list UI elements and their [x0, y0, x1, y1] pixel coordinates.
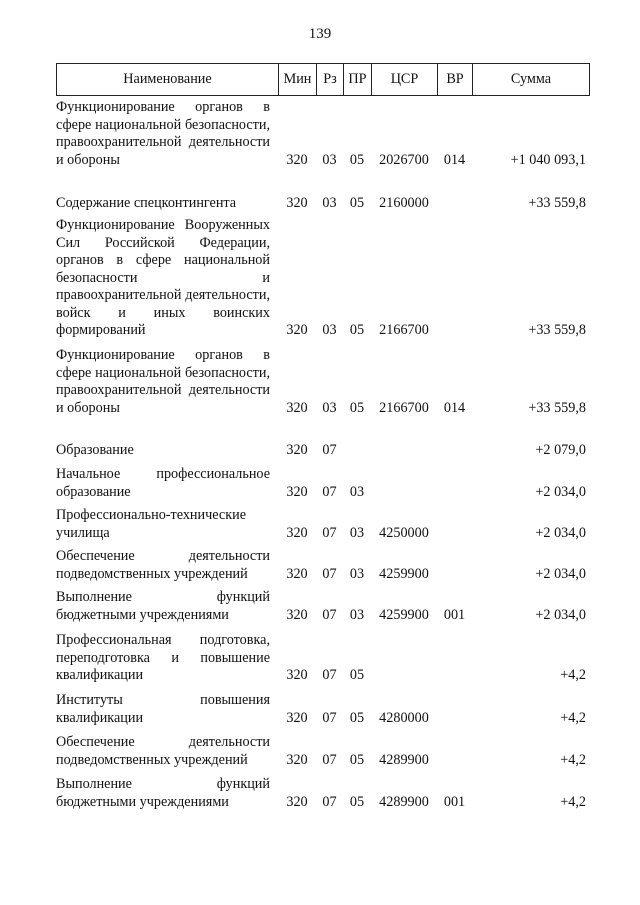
- cell-min: 320: [286, 151, 308, 168]
- cell-min: 320: [286, 793, 308, 810]
- cell-name: Профессиональная подготовка, переподготовка и повышение квалификации: [56, 632, 270, 683]
- cell-min: 320: [286, 709, 308, 726]
- cell-rz: 03: [322, 195, 337, 211]
- table-row: [56, 589, 590, 624]
- cell-name: Выполнение функций бюджетными учреждениями: [56, 776, 270, 810]
- cell-rz: 07: [322, 793, 337, 810]
- table-row: [56, 507, 590, 542]
- cell-sum: +2 034,0: [535, 606, 586, 623]
- cell-pr: 05: [349, 322, 365, 338]
- table-row: [56, 195, 590, 213]
- cell-sum: +4,2: [560, 793, 586, 810]
- table-row: [56, 692, 590, 727]
- cell-sum: +4,2: [560, 667, 586, 683]
- cell-csr: 2026700: [379, 151, 429, 168]
- cell-rz: 07: [322, 442, 337, 458]
- cell-name: Начальное профессиональное образование: [56, 466, 270, 500]
- header-sum: Сумма: [510, 71, 552, 87]
- cell-sum: +33 559,8: [528, 399, 586, 416]
- cell-sum: +2 079,0: [535, 442, 586, 458]
- cell-pr: 03: [349, 565, 365, 582]
- table-row: [56, 466, 590, 501]
- cell-name: Функционирование органов в сфере национальной безопасности, правоохранительной деятельности и обороны: [56, 347, 270, 416]
- cell-pr: 05: [349, 793, 365, 810]
- cell-csr: 4250000: [379, 524, 429, 541]
- cell-name: Обеспечение деятельности подведомственных учреждений: [56, 734, 270, 768]
- cell-pr: 05: [349, 399, 365, 416]
- table-row: [56, 548, 590, 583]
- cell-min: 320: [286, 565, 308, 582]
- cell-min: 320: [286, 442, 308, 458]
- header-rz: Рз: [317, 64, 344, 95]
- cell-pr: 05: [349, 667, 365, 683]
- cell-sum: +4,2: [560, 751, 586, 768]
- header-pr: ПР: [344, 64, 372, 95]
- cell-rz: 07: [322, 565, 337, 582]
- cell-csr: 2166700: [379, 399, 429, 416]
- header-vr: ВР: [438, 64, 473, 95]
- header-min: Мин: [279, 64, 317, 95]
- cell-sum: +2 034,0: [535, 565, 586, 582]
- cell-min: 320: [286, 751, 308, 768]
- cell-rz: 03: [322, 151, 337, 168]
- cell-csr: 4289900: [379, 793, 429, 810]
- cell-vr: 014: [443, 399, 466, 416]
- cell-rz: 07: [322, 667, 337, 683]
- table-row: [56, 442, 590, 460]
- cell-vr: 001: [443, 793, 466, 810]
- cell-rz: 07: [322, 709, 337, 726]
- cell-name: Обеспечение деятельности подведомственных учреждений: [56, 548, 270, 582]
- cell-sum: +2 034,0: [535, 524, 586, 541]
- cell-csr: 4259900: [379, 565, 429, 582]
- cell-pr: 05: [349, 195, 365, 211]
- cell-pr: 03: [349, 524, 365, 541]
- cell-sum: +1 040 093,1: [510, 151, 586, 168]
- cell-min: 320: [286, 322, 308, 338]
- cell-sum: +2 034,0: [535, 483, 586, 500]
- header-name: Наименование: [57, 64, 279, 95]
- cell-rz: 07: [322, 524, 337, 541]
- cell-rz: 07: [322, 751, 337, 768]
- cell-sum: +4,2: [560, 709, 586, 726]
- cell-sum: +33 559,8: [528, 322, 586, 338]
- cell-csr: 2166700: [379, 322, 429, 338]
- cell-name: Образование: [56, 442, 134, 458]
- cell-pr: 05: [349, 709, 365, 726]
- table-row: [56, 99, 590, 169]
- cell-min: 320: [286, 195, 308, 211]
- cell-min: 320: [286, 667, 308, 683]
- cell-name: Функционирование Вооруженных Сил Российской Федерации, органов в сфере национальной безопасности и правоохранительной деятельности, войск и иных воинских формирований: [56, 217, 270, 338]
- cell-name: Профессионально-технические училища: [56, 507, 246, 541]
- table-row: [56, 217, 590, 340]
- cell-name: Выполнение функций бюджетными учреждениями: [56, 589, 270, 623]
- cell-pr: 05: [349, 751, 365, 768]
- table-header: [56, 63, 590, 96]
- cell-rz: 07: [322, 483, 337, 500]
- cell-min: 320: [286, 524, 308, 541]
- cell-pr: 05: [349, 151, 365, 168]
- table-row: [56, 776, 590, 811]
- table-row: [56, 347, 590, 417]
- cell-csr: 4280000: [379, 709, 429, 726]
- cell-pr: 03: [349, 606, 365, 623]
- page-number: 139: [308, 26, 332, 42]
- cell-min: 320: [286, 606, 308, 623]
- cell-csr: 4259900: [379, 606, 429, 623]
- cell-csr: 4289900: [379, 751, 429, 768]
- cell-rz: 03: [322, 322, 337, 338]
- cell-name: Институты повышения квалификации: [56, 692, 270, 726]
- header-csr: ЦСР: [372, 64, 438, 95]
- cell-rz: 07: [322, 606, 337, 623]
- cell-pr: 03: [349, 483, 365, 500]
- table-row: [56, 734, 590, 769]
- table-row: [56, 632, 590, 685]
- cell-name: Функционирование органов в сфере национальной безопасности, правоохранительной деятельности и обороны: [56, 99, 270, 168]
- cell-min: 320: [286, 399, 308, 416]
- cell-csr: 2160000: [379, 195, 429, 211]
- cell-rz: 03: [322, 399, 337, 416]
- cell-vr: 014: [443, 151, 466, 168]
- cell-name: Содержание спецконтингента: [56, 195, 237, 211]
- cell-vr: 001: [443, 606, 466, 623]
- cell-min: 320: [286, 483, 308, 500]
- cell-sum: +33 559,8: [528, 195, 586, 211]
